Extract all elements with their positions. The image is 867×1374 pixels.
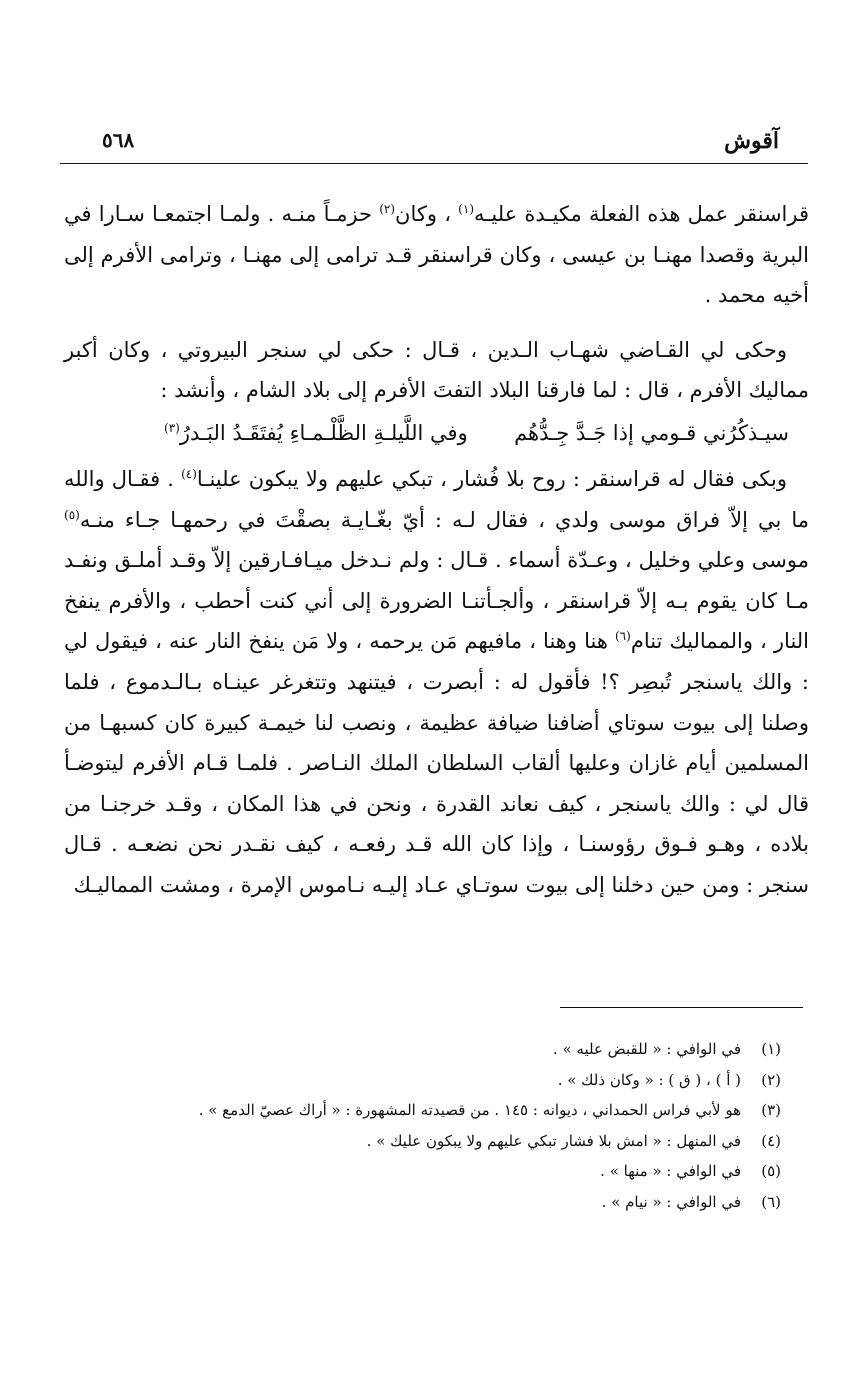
footnote-text: ( أ ) ، ( ق ) : « وكان ذلك » .	[557, 1070, 741, 1089]
paragraph-gap	[64, 316, 809, 330]
footnote-item	[141, 1034, 781, 1065]
paragraph-3-text: وبكى فقال له قراسنقر : روح بلا فُشار ، تبكي عليهم ولا يبكون علينـا	[196, 466, 787, 491]
header-divider	[60, 163, 808, 164]
footnote-item	[141, 1156, 781, 1187]
footnote-text: في الوافي : « منها » .	[600, 1162, 741, 1180]
paragraph-1-text: قراسنقر عمل هذه الفعلة مكيـدة عليـه	[474, 202, 809, 226]
running-header	[60, 128, 807, 158]
verse-first-hemistich: سيـذكُرُني قـومي إذا جَـدَّ جِـدُّهُم	[514, 420, 789, 445]
paragraph-3-text: . فقـال والله ما بي إلاّ فراق موسى ولدي ، فقال لـه : أيّ بغّـايـة بصقْتَ في رحمهـا جـاء منـه	[64, 466, 809, 532]
footnote-text: في الوافي : « نيام » .	[601, 1192, 741, 1211]
footnote-item	[141, 1126, 781, 1157]
footnote-number: (١)	[761, 1040, 781, 1058]
footnote-text: في المنهل : « امش بلا فشار تبكي عليهم ولا يبكون عليك » .	[366, 1131, 741, 1150]
footnote-ref-3: (٣)	[164, 420, 180, 435]
footnotes	[141, 1034, 781, 1217]
paragraph-2: وحكى لي القـاضي شهـاب الـدين ، قـال : حكى لي سنجر البيروتي ، وكان أكبر مماليك الأفرم ، قال : لما فارقنا البلاد التفتَ الأفرم إلى بلاد الشام ، وأنشد :	[64, 337, 809, 403]
paragraph-1-text: ، وكان	[395, 202, 459, 226]
paragraph-3-text: موسى وعلي وخليل ، وعـدّة أسماء . قـال : ولم نـدخل ميـافـارقين إلاّ وقـد أملـق ونفـد مـا كان يقوم بـه إلاّ قراسنقر ، وألجـأتنـا الضرورة إلى أني كنت أحطب ، والأفرم ينفخ النار ، والمماليك تنام	[64, 548, 810, 654]
footnote-divider	[560, 1007, 803, 1008]
footnote-number: (٦)	[761, 1192, 781, 1211]
chapter-title: آقوش	[724, 128, 779, 154]
footnote-number: (٤)	[761, 1131, 781, 1150]
main-text	[64, 194, 809, 906]
verse-second-hemistich	[164, 411, 468, 455]
footnote-text: في الوافي : « للقبض عليه » .	[552, 1040, 741, 1058]
paragraph-1-text: حزمـاً منـه . ولمـا اجتمعـا سـارا في البرية وقصدا مهنـا بن عيسى ، وكان قراسنقر قـد ترامى إلى مهنـا ، وترامى الأفرم إلى أخيه محمد .	[64, 202, 809, 308]
footnote-ref-2: (٢)	[379, 202, 396, 216]
page-number: ٥٦٨	[102, 128, 135, 152]
footnote-ref-1: (١)	[458, 202, 474, 216]
paragraph-1	[64, 194, 809, 316]
footnote-item	[141, 1065, 781, 1096]
footnote-ref-5: (٥)	[64, 507, 80, 522]
footnote-item	[141, 1095, 781, 1126]
verse-second-hemistich-text: وفي اللَّيلـةِ الظَّلْـمـاءِ يُفتَقَـدُ البَـدرُ	[179, 420, 468, 445]
footnote-number: (٥)	[761, 1162, 781, 1180]
footnote-ref-6: (٦)	[614, 629, 631, 644]
footnote-ref-4: (٤)	[181, 466, 197, 481]
poem-verse	[64, 411, 809, 455]
footnote-item	[141, 1187, 781, 1218]
footnote-text: هو لأبي فراس الحمداني ، ديوانه : ١٤٥ . من قصيدته المشهورة : « أراك عصيّ الدمع » .	[198, 1101, 741, 1119]
footnote-number: (٢)	[761, 1070, 781, 1089]
paragraph-3	[64, 459, 809, 906]
footnote-number: (٣)	[761, 1101, 781, 1119]
paragraph-3-text: هنا وهنا ، مافيهم مَن يرحمه ، ولا مَن ينفخ النار عنه ، فيقول لي : والك ياسنجر تُبصِر ؟! فأقول له : أبصرت ، فيتنهد وتتغرغر عينـاه بـالـدموع ، فلما وصلنا إلى بيوت سوتاي أضافنا ضيافة عظيمة ، ونصب لنا خيمـة كبيرة كان كسبهـا من المسلمين أيام غازان وعليها ألقاب السلطان الملك النـاصر . فلمـا قـام الأفرم ليتوضـأ قال لي : والك ياسنجر ، كيف نعاند القدرة ، ونحن في هذا المكان ، وقـد خرجنـا من بلاده ، وهـو فـوق رؤوسنـا ، وإذا كان الله قـد رفعـه ، كيف نقـدر نحن نضعـه . قـال سنجر : ومن حين دخلنا إلى بيوت سوتـاي عـاد إليـه نـاموس الإمرة ، ومشت المماليـك	[64, 629, 809, 897]
